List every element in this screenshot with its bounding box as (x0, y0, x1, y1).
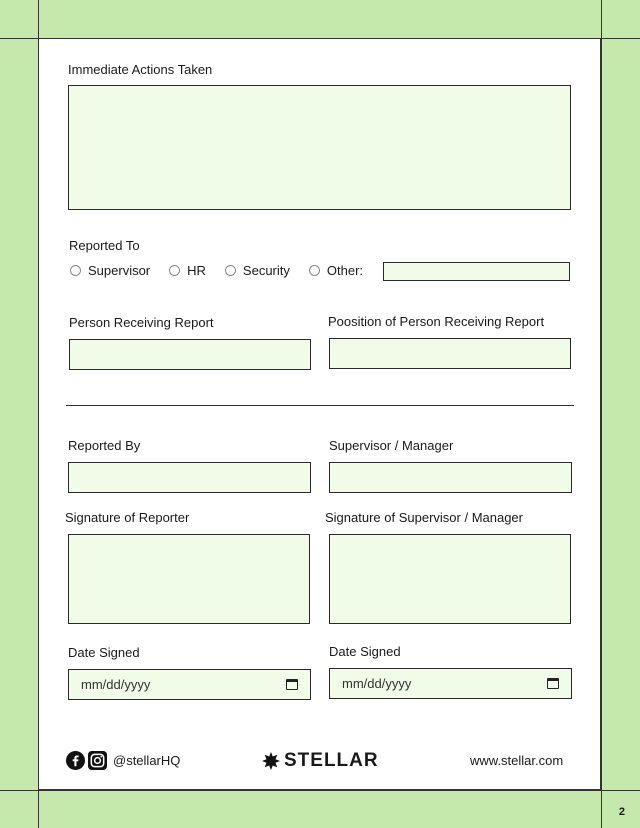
brand-name: STELLAR (284, 750, 379, 771)
person-receiving-label: Person Receiving Report (69, 315, 214, 330)
calendar-icon[interactable] (547, 678, 559, 689)
supervisor-input[interactable] (329, 462, 572, 493)
calendar-icon[interactable] (286, 679, 298, 690)
radio-hr[interactable]: HR (169, 263, 206, 278)
signature-reporter-box[interactable] (68, 534, 310, 624)
radio-circle-icon (309, 265, 320, 276)
website-link[interactable]: www.stellar.com (470, 753, 564, 768)
immediate-actions-label: Immediate Actions Taken (68, 62, 213, 77)
date-signed-right-input[interactable] (329, 668, 572, 699)
frame-line-bottom (0, 790, 640, 791)
star-burst-icon (262, 752, 280, 770)
radio-security[interactable]: Security (225, 263, 290, 278)
person-receiving-input[interactable] (69, 339, 311, 370)
date-signed-right-label: Date Signed (329, 644, 401, 659)
reported-to-options (70, 263, 363, 278)
signature-supervisor-box[interactable] (329, 534, 571, 624)
radio-supervisor[interactable]: Supervisor (70, 263, 150, 278)
date-right-placeholder: mm/dd/yyyy (342, 676, 412, 691)
immediate-actions-textarea[interactable] (68, 85, 571, 210)
position-receiving-label: Poosition of Person Receiving Report (328, 314, 545, 329)
radio-circle-icon (169, 265, 180, 276)
date-left-placeholder: mm/dd/yyyy (81, 677, 151, 692)
date-signed-left-input[interactable] (68, 669, 311, 700)
social-handle[interactable]: @stellarHQ (113, 753, 181, 768)
section-divider (66, 405, 574, 406)
reported-by-input[interactable] (68, 462, 311, 493)
page-number: 2 (618, 806, 625, 818)
signature-reporter-label: Signature of Reporter (65, 510, 190, 525)
facebook-icon[interactable] (66, 751, 85, 770)
other-text-input[interactable] (383, 262, 570, 281)
instagram-icon[interactable] (88, 751, 107, 770)
radio-circle-icon (225, 265, 236, 276)
reported-to-label: Reported To (69, 238, 140, 253)
radio-circle-icon (70, 265, 81, 276)
social-block (66, 751, 180, 770)
position-receiving-input[interactable] (329, 338, 571, 369)
signature-supervisor-label: Signature of Supervisor / Manager (325, 510, 523, 525)
frame-line-right (601, 0, 602, 828)
reported-by-label: Reported By (68, 438, 141, 453)
date-signed-left-label: Date Signed (68, 645, 140, 660)
radio-other[interactable]: Other: (309, 263, 363, 278)
brand-logo (262, 750, 379, 772)
supervisor-label: Supervisor / Manager (329, 438, 454, 453)
